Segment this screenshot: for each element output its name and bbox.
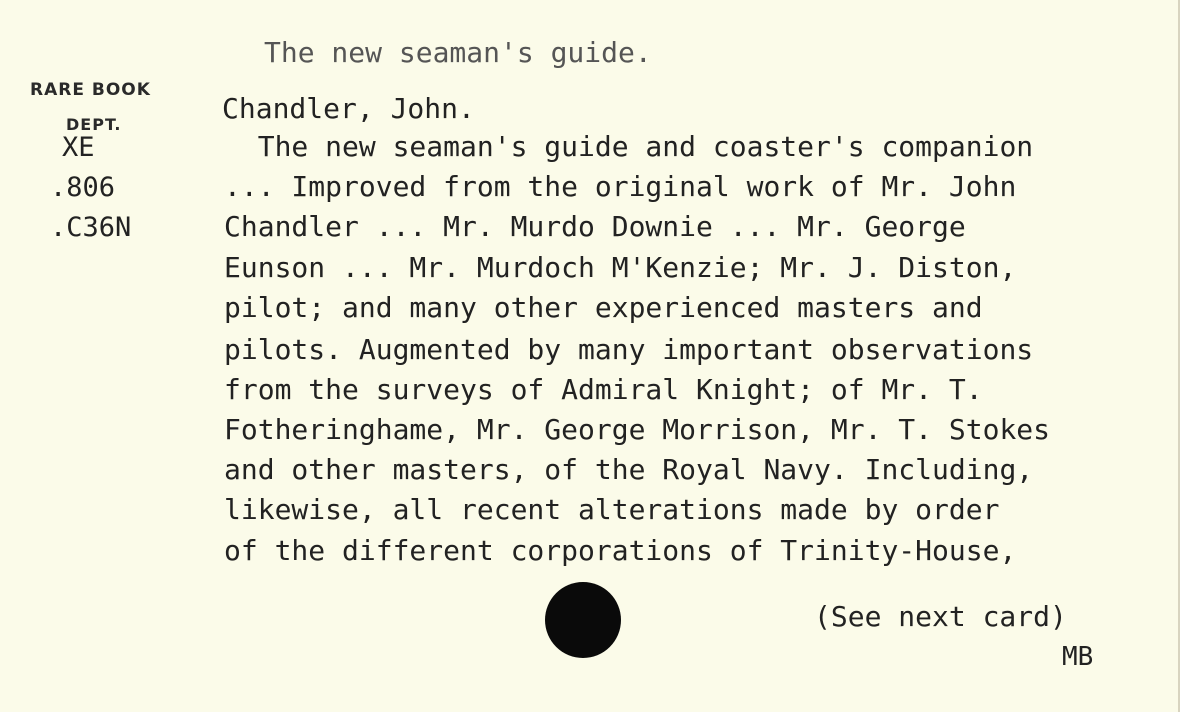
description-line: pilot; and many other experienced masters and (224, 291, 983, 324)
stamp-rare-book: RARE BOOK (30, 80, 151, 100)
description-line: The new seaman's guide and coaster's companion (224, 130, 1034, 163)
description-line: ... Improved from the original work of Mr. John (224, 170, 1017, 203)
description-line: Chandler ... Mr. Murdo Downie ... Mr. George (224, 210, 966, 243)
call-number-class: XE (62, 132, 95, 163)
punch-hole (545, 582, 621, 658)
description-line: and other masters, of the Royal Navy. Including, (224, 453, 1034, 486)
description-line: from the surveys of Admiral Knight; of Mr. T. (224, 373, 983, 406)
title-tracing: The new seaman's guide. (264, 36, 652, 69)
cataloger-initials: MB (1062, 642, 1094, 672)
author-heading: Chandler, John. (222, 92, 475, 125)
stamp-dept: DEPT. (66, 115, 122, 134)
continuation-note: (See next card) (814, 600, 1067, 633)
call-number-cutter: .C36N (50, 212, 132, 243)
description-line: likewise, all recent alterations made by order (224, 493, 1000, 526)
description-line: of the different corporations of Trinity-House, (224, 534, 1017, 567)
call-number-subclass: .806 (50, 172, 116, 203)
description-line: Fotheringhame, Mr. George Morrison, Mr. T. Stokes (224, 413, 1051, 446)
description-line: pilots. Augmented by many important observations (224, 333, 1034, 366)
description-line: Eunson ... Mr. Murdoch M'Kenzie; Mr. J. Diston, (224, 251, 1017, 284)
